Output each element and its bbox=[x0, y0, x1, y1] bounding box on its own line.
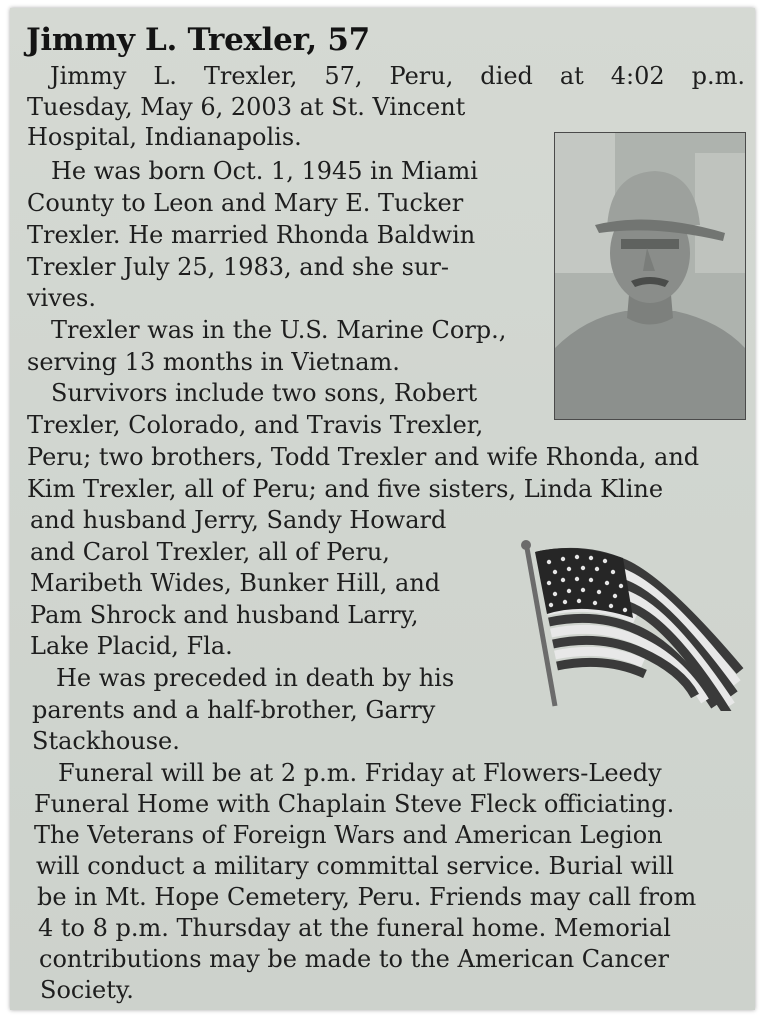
body-line: Trexler. He married Rhonda Baldwin bbox=[27, 221, 476, 249]
body-line: will conduct a military committal service. Burial will bbox=[36, 852, 674, 880]
american-flag-icon bbox=[515, 536, 745, 711]
body-line: Tuesday, May 6, 2003 at St. Vincent bbox=[27, 93, 466, 121]
body-line: Funeral Home with Chaplain Steve Fleck officiating. bbox=[34, 790, 675, 818]
body-line: Peru; two brothers, Todd Trexler and wife Rhonda, and bbox=[27, 443, 700, 471]
portrait-photo bbox=[554, 132, 746, 420]
body-line: Hospital, Indianapolis. bbox=[27, 123, 302, 151]
body-line: Maribeth Wides, Bunker Hill, and bbox=[30, 569, 441, 597]
body-line: Jimmy L. Trexler, 57, Peru, died at 4:02 p.m. bbox=[50, 62, 745, 90]
body-line: Society. bbox=[40, 976, 134, 1004]
body-line: County to Leon and Mary E. Tucker bbox=[27, 189, 464, 217]
body-line: Kim Trexler, all of Peru; and five sisters, Linda Kline bbox=[27, 475, 664, 503]
body-line: Trexler, Colorado, and Travis Trexler, bbox=[27, 411, 484, 439]
obituary-clipping bbox=[10, 8, 755, 1010]
body-line: Pam Shrock and husband Larry, bbox=[30, 601, 419, 629]
body-line: He was born Oct. 1, 1945 in Miami bbox=[51, 157, 478, 185]
body-line: vives. bbox=[27, 284, 96, 312]
body-line: be in Mt. Hope Cemetery, Peru. Friends may call from bbox=[37, 883, 697, 911]
body-line: serving 13 months in Vietnam. bbox=[27, 348, 400, 376]
body-line: 4 to 8 p.m. Thursday at the funeral home. Memorial bbox=[38, 914, 671, 942]
body-line: Lake Placid, Fla. bbox=[30, 632, 233, 660]
body-line: Trexler July 25, 1983, and she sur- bbox=[27, 253, 449, 281]
body-line: and husband Jerry, Sandy Howard bbox=[30, 506, 447, 534]
body-line: Stackhouse. bbox=[32, 727, 180, 755]
obituary-headline: Jimmy L. Trexler, 57 bbox=[26, 22, 370, 58]
body-line: parents and a half-brother, Garry bbox=[32, 696, 436, 724]
body-line: Trexler was in the U.S. Marine Corp., bbox=[51, 316, 507, 344]
body-line: He was preceded in death by his bbox=[56, 664, 455, 692]
body-line: Survivors include two sons, Robert bbox=[51, 379, 478, 407]
body-line: The Veterans of Foreign Wars and American Legion bbox=[34, 821, 663, 849]
body-line: Funeral will be at 2 p.m. Friday at Flowers-Leedy bbox=[58, 759, 662, 787]
body-line: and Carol Trexler, all of Peru, bbox=[30, 538, 390, 566]
body-line: contributions may be made to the American Cancer bbox=[39, 945, 670, 973]
